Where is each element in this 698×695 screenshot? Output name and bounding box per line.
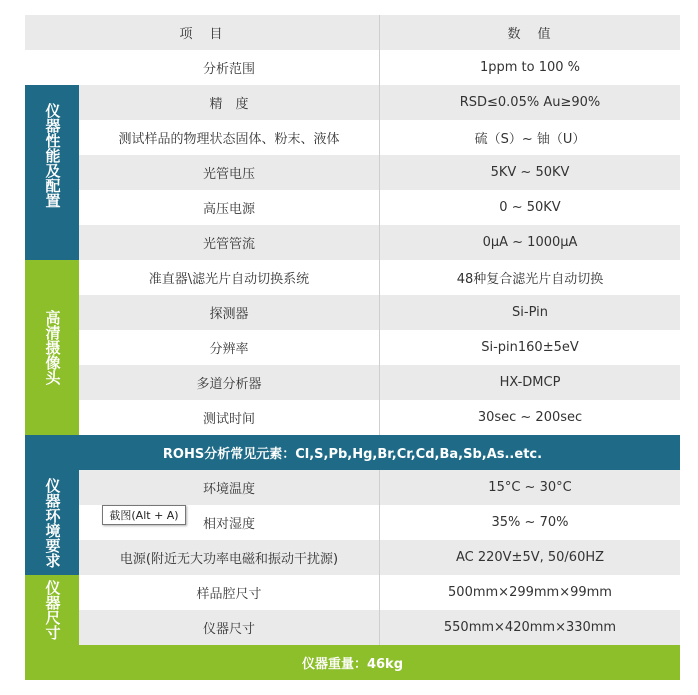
group-label-dimensions: 仪器尺寸 <box>25 575 79 645</box>
row-item: 仪器尺寸 <box>202 622 255 637</box>
table-row <box>79 85 680 120</box>
table-row <box>79 610 680 645</box>
row-item: 分析范围 <box>202 62 255 77</box>
row-item: 多道分析器 <box>196 377 262 392</box>
table-row <box>79 400 680 435</box>
table-row <box>79 365 680 400</box>
table-row <box>79 190 680 225</box>
row-item: 环境温度 <box>202 482 255 497</box>
row-item: 光管电压 <box>202 167 255 182</box>
row-item: 高压电源 <box>202 202 255 217</box>
rohs-banner: ROHS分析常见元素：Cl,S,Pb,Hg,Br,Cr,Cd,Ba,Sb,As..etc. <box>25 435 680 470</box>
row-item: 探测器 <box>209 307 249 322</box>
row-item: 精 度 <box>209 97 249 112</box>
row-value: Si-Pin <box>379 295 680 330</box>
row-item: 相对湿度 <box>202 517 255 532</box>
weight-banner: 仪器重量：46kg <box>25 645 680 680</box>
row-value: 0μA ~ 1000μA <box>379 225 680 260</box>
table-row <box>79 470 680 505</box>
table-row <box>79 225 680 260</box>
table-row <box>79 330 680 365</box>
row-value: 硫（S）~ 铀（U） <box>379 120 680 155</box>
table-row <box>79 540 680 575</box>
row-value: 15°C ~ 30°C <box>379 470 680 505</box>
header-value: 数 值 <box>379 15 680 50</box>
row-item: 光管管流 <box>202 237 255 252</box>
screenshot-tooltip: 截图(Alt + A) <box>102 505 186 525</box>
table-header <box>25 15 680 50</box>
row-value: 0 ~ 50KV <box>379 190 680 225</box>
table-row <box>79 295 680 330</box>
table-row <box>25 50 680 85</box>
table-row <box>79 155 680 190</box>
header-item: 项 目 <box>179 27 225 42</box>
row-value: 35% ~ 70% <box>379 505 680 540</box>
row-value: 1ppm to 100 % <box>379 50 680 85</box>
row-value: 550mm×420mm×330mm <box>379 610 680 645</box>
row-item: 电源(附近无大功率电磁和振动干扰源) <box>119 552 339 567</box>
row-value: Si-pin160±5eV <box>379 330 680 365</box>
row-item: 准直器\滤光片自动切换系统 <box>148 272 310 287</box>
row-value: 30sec ~ 200sec <box>379 400 680 435</box>
row-value: 500mm×299mm×99mm <box>379 575 680 610</box>
row-item: 样品腔尺寸 <box>196 587 262 602</box>
row-item: 测试时间 <box>202 412 255 427</box>
spec-table <box>25 15 680 680</box>
row-value: HX-DMCP <box>379 365 680 400</box>
group-label-environment: 仪器环境要求 <box>25 470 79 575</box>
table-row <box>79 120 680 155</box>
row-value: RSD≤0.05% Au≥90% <box>379 85 680 120</box>
row-item: 测试样品的物理状态固体、粉末、液体 <box>118 132 340 147</box>
table-row <box>79 575 680 610</box>
table-row <box>79 260 680 295</box>
row-item: 分辨率 <box>209 342 249 357</box>
row-value: 48种复合滤光片自动切换 <box>379 260 680 295</box>
group-label-performance: 仪器性能及配置 <box>25 50 79 260</box>
group-label-camera: 高清摄像头 <box>25 260 79 435</box>
row-value: AC 220V±5V, 50/60HZ <box>379 540 680 575</box>
row-value: 5KV ~ 50KV <box>379 155 680 190</box>
